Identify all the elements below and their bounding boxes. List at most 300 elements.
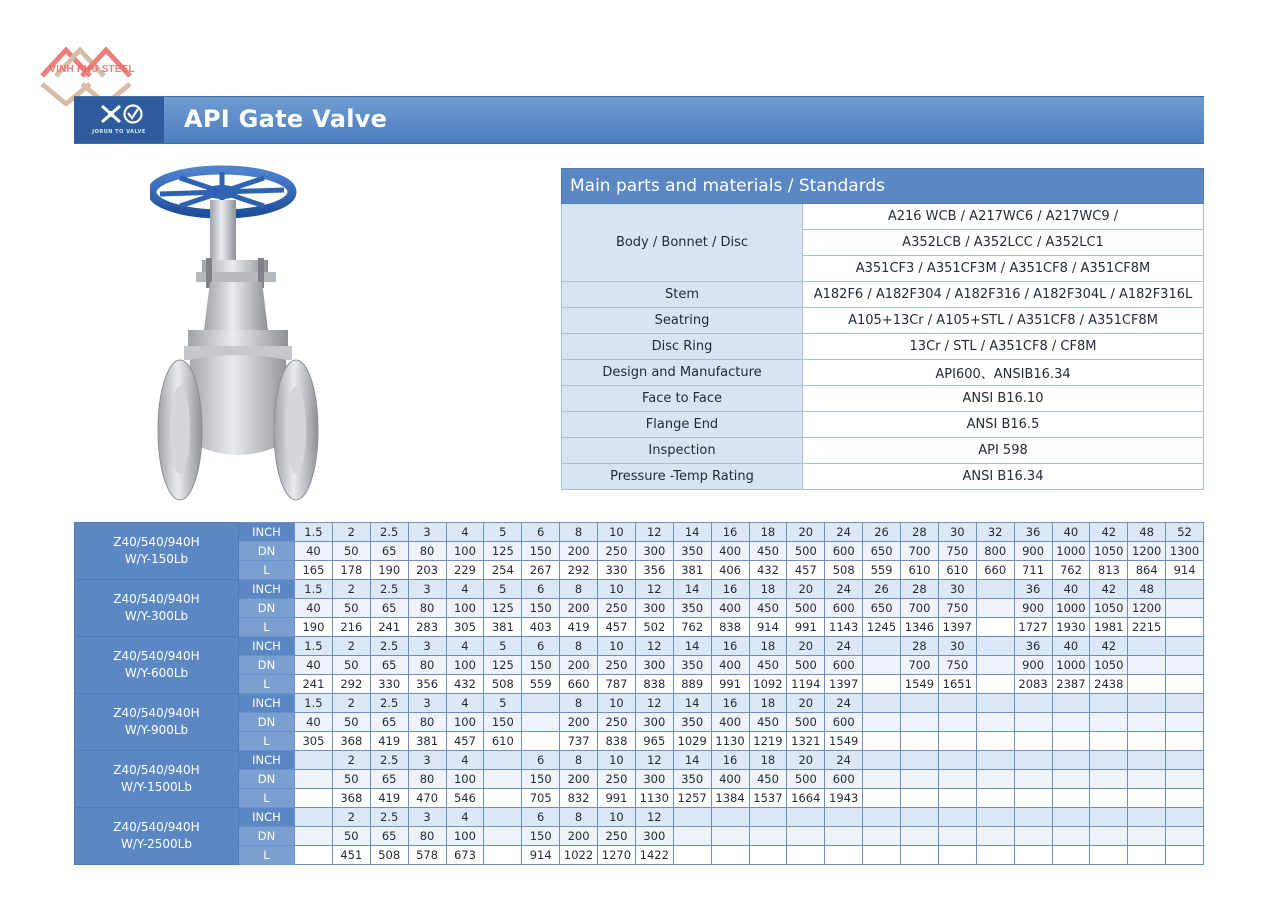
dimension-cell: 2.5 [370,751,408,770]
dimension-cell: 28 [901,580,939,599]
dimension-cell [1090,808,1128,827]
dimension-cell: 241 [295,675,333,694]
dimension-cell [295,789,333,808]
valve-brand-icon [100,103,144,125]
dimension-cell: 403 [522,618,560,637]
dimension-cell: 991 [787,618,825,637]
dimension-cell: 26 [863,523,901,542]
dimension-row-inch [75,523,1204,542]
dimension-cell: 5 [484,694,522,713]
dimension-cell: 400 [711,599,749,618]
dimension-cell [1166,808,1204,827]
dimension-cell: 24 [825,523,863,542]
dimension-cell: 451 [332,846,370,865]
row-label: INCH [239,637,295,656]
dimension-cell: 1981 [1090,618,1128,637]
series-label [75,694,239,751]
dimension-cell: 2387 [1052,675,1090,694]
dimension-cell [1052,846,1090,865]
dimension-cell [1166,675,1204,694]
dimension-cell: 250 [598,770,636,789]
series-model: Z40/540/940H [113,763,200,777]
dimension-cell [1052,827,1090,846]
dimension-cell: 750 [938,599,976,618]
row-label: L [239,618,295,637]
dimension-cell [1014,694,1052,713]
dimension-cell: 838 [598,732,636,751]
dimension-cell: 1346 [901,618,939,637]
row-label: DN [239,770,295,789]
dimension-cell: 36 [1014,523,1052,542]
dimension-cell: 832 [560,789,598,808]
dimension-cell [938,713,976,732]
dimension-cell: 1245 [863,618,901,637]
dimension-cell: 10 [598,637,636,656]
dimension-cell [825,846,863,865]
dimension-cell: 10 [598,751,636,770]
dimension-cell: 1300 [1166,542,1204,561]
series-rating: W/Y-900Lb [124,723,189,737]
dimension-cell [522,713,560,732]
dimension-cell: 2215 [1128,618,1166,637]
dimension-cell [1052,808,1090,827]
dimension-cell: 500 [787,599,825,618]
dimension-cell [1166,789,1204,808]
dimension-cell: 32 [976,523,1014,542]
dimension-cell: 50 [332,713,370,732]
dimension-cell [863,770,901,789]
dimension-cell: 508 [370,846,408,865]
dimension-cell: 2 [332,580,370,599]
dimension-cell: 8 [560,637,598,656]
dimension-cell: 1200 [1128,599,1166,618]
dimension-cell [938,827,976,846]
dimension-cell: 457 [598,618,636,637]
dimension-cell: 52 [1166,523,1204,542]
dimension-cell: 24 [825,751,863,770]
materials-table-title: Main parts and materials / Standards [562,169,1204,204]
dimension-cell: 368 [332,732,370,751]
dimension-cell: 20 [787,694,825,713]
dimension-cell: 36 [1014,637,1052,656]
dimension-cell: 578 [408,846,446,865]
dimension-cell: 914 [1166,561,1204,580]
series-model: Z40/540/940H [113,535,200,549]
watermark-text: VINH PHU STEEL [49,64,135,75]
dimension-cell: 20 [787,523,825,542]
dimension-cell: 14 [673,637,711,656]
row-label: L [239,789,295,808]
dimension-cell: 787 [598,675,636,694]
dimension-cell [1166,637,1204,656]
dimension-cell [1128,656,1166,675]
dimension-cell: 40 [295,713,333,732]
dimension-cell [901,751,939,770]
dimension-cell: 6 [522,580,560,599]
dimension-cell: 100 [446,599,484,618]
dimension-cell: 914 [749,618,787,637]
dimension-cell [1166,599,1204,618]
dimension-cell [1052,789,1090,808]
dimension-cell: 125 [484,599,522,618]
dimension-row-dn [75,542,1204,561]
dimension-cell [1166,618,1204,637]
dimension-cell [825,808,863,827]
dimension-cell: 2 [332,808,370,827]
dimension-cell [484,789,522,808]
dimension-cell: 65 [370,656,408,675]
dimension-cell: 508 [825,561,863,580]
dimension-cell [938,846,976,865]
dimension-row-length [75,561,1204,580]
dimension-cell [1052,770,1090,789]
dimension-cell [1014,770,1052,789]
dimension-cell [863,675,901,694]
dimension-cell: 50 [332,599,370,618]
dimension-cell: 50 [332,770,370,789]
dimension-cell [863,637,901,656]
dimension-cell: 300 [635,713,673,732]
row-label: INCH [239,580,295,599]
dimension-cell: 150 [484,713,522,732]
dimension-cell: 1000 [1052,656,1090,675]
dimension-cell: 762 [1052,561,1090,580]
dimension-cell: 12 [635,580,673,599]
dimension-cell: 965 [635,732,673,751]
page-title: API Gate Valve [184,105,388,133]
dimension-cell: 16 [711,751,749,770]
dimension-cell: 1397 [938,618,976,637]
dimension-cell: 432 [446,675,484,694]
dimension-cell: 48 [1128,523,1166,542]
dimension-cell: 100 [446,542,484,561]
dimension-cell: 80 [408,713,446,732]
dimension-cell: 20 [787,637,825,656]
dimension-cell: 42 [1090,523,1128,542]
dimension-cell: 381 [408,732,446,751]
row-label: L [239,732,295,751]
dimension-cell: 8 [560,580,598,599]
material-value: A216 WCB / A217WC6 / A217WC9 / [803,204,1204,230]
dimension-cell [976,789,1014,808]
dimension-cell: 8 [560,523,598,542]
dimension-cell: 3 [408,808,446,827]
dimension-cell: 125 [484,656,522,675]
dimension-cell [863,827,901,846]
dimension-cell [787,808,825,827]
dimension-cell: 200 [560,713,598,732]
dimension-cell [295,770,333,789]
dimension-cell: 6 [522,808,560,827]
dimension-cell: 610 [938,561,976,580]
dimension-cell: 16 [711,580,749,599]
material-value: API 598 [803,438,1204,464]
dimension-cell [295,846,333,865]
dimension-cell [938,808,976,827]
dimension-cell: 660 [560,675,598,694]
dimension-cell [901,694,939,713]
dimension-cell: 813 [1090,561,1128,580]
dimension-cell: 1.5 [295,580,333,599]
dimension-cell [711,808,749,827]
dimension-cell: 356 [635,561,673,580]
dimension-cell: 1.5 [295,637,333,656]
dimension-cell: 65 [370,770,408,789]
dimension-cell [938,732,976,751]
dimension-cell: 80 [408,656,446,675]
dimension-cell [1014,751,1052,770]
dimension-cell: 400 [711,713,749,732]
dimension-cell: 330 [370,675,408,694]
dimension-cell: 600 [825,656,863,675]
dimension-row-dn [75,599,1204,618]
series-label [75,637,239,694]
material-label: Body / Bonnet / Disc [562,204,803,282]
dimension-cell: 100 [446,713,484,732]
dimension-cell: 100 [446,656,484,675]
dimension-cell: 1050 [1090,599,1128,618]
dimension-cell [1128,675,1166,694]
dimension-cell: 1050 [1090,542,1128,561]
dimension-cell: 12 [635,694,673,713]
dimension-cell [484,827,522,846]
dimension-cell: 229 [446,561,484,580]
dimension-cell: 864 [1128,561,1166,580]
dimension-cell [863,789,901,808]
dimension-cell [1128,732,1166,751]
dimension-row-length [75,675,1204,694]
dimension-cell: 559 [863,561,901,580]
dimension-cell: 1727 [1014,618,1052,637]
dimension-cell [863,713,901,732]
dimension-cell [1128,694,1166,713]
dimension-cell: 502 [635,618,673,637]
dimension-cell [938,770,976,789]
dimension-cell: 600 [825,713,863,732]
material-value: 13Cr / STL / A351CF8 / CF8M [803,334,1204,360]
dimension-cell: 28 [901,637,939,656]
dimension-cell: 254 [484,561,522,580]
dimension-cell: 2 [332,523,370,542]
dimension-cell: 8 [560,751,598,770]
title-banner [74,96,1204,144]
dimension-cell: 600 [825,542,863,561]
dimension-cell: 1050 [1090,656,1128,675]
dimension-cell: 650 [863,542,901,561]
dimensions-table [74,522,1204,865]
dimension-cell: 6 [522,523,560,542]
dimension-cell [1128,808,1166,827]
dimension-cell: 900 [1014,542,1052,561]
dimension-cell: 470 [408,789,446,808]
dimension-cell: 200 [560,827,598,846]
dimension-cell: 900 [1014,599,1052,618]
dimension-cell: 200 [560,770,598,789]
dimension-cell: 30 [938,580,976,599]
dimension-cell: 2.5 [370,580,408,599]
dimension-cell [787,827,825,846]
dimension-cell [749,846,787,865]
dimension-cell: 1422 [635,846,673,865]
dimension-cell: 305 [446,618,484,637]
dimension-cell [711,846,749,865]
dimensions-table-body [75,523,1204,865]
dimension-cell: 500 [787,656,825,675]
dimension-cell: 292 [332,675,370,694]
dimension-cell: 650 [863,599,901,618]
dimension-cell: 300 [635,542,673,561]
dimension-cell: 40 [295,542,333,561]
dimension-cell: 508 [484,675,522,694]
dimension-cell: 350 [673,542,711,561]
dimension-cell [938,789,976,808]
dimension-cell: 150 [522,770,560,789]
row-label: INCH [239,523,295,542]
dimension-cell: 500 [787,542,825,561]
material-label: Seatring [562,308,803,334]
material-label: Pressure -Temp Rating [562,464,803,490]
dimension-cell: 30 [938,637,976,656]
dimension-cell [1128,770,1166,789]
series-rating: W/Y-150Lb [124,552,189,566]
dimension-cell: 419 [370,789,408,808]
material-label: Stem [562,282,803,308]
dimension-cell: 48 [1128,580,1166,599]
dimension-cell: 2.5 [370,637,408,656]
gate-valve-icon [150,160,330,510]
dimension-row-inch [75,751,1204,770]
dimension-cell: 150 [522,599,560,618]
dimension-cell [976,751,1014,770]
dimension-cell: 12 [635,751,673,770]
dimension-cell: 65 [370,599,408,618]
dimension-cell: 711 [1014,561,1052,580]
brand-logo-text: JORUN TO VALVE [92,129,146,135]
dimension-cell: 457 [446,732,484,751]
dimension-cell [863,751,901,770]
dimension-cell [522,694,560,713]
dimension-cell: 10 [598,694,636,713]
dimension-cell: 28 [901,523,939,542]
dimension-cell: 350 [673,713,711,732]
dimension-cell: 20 [787,751,825,770]
dimension-cell [976,637,1014,656]
dimension-cell: 2 [332,637,370,656]
dimension-cell: 406 [711,561,749,580]
dimension-cell: 600 [825,770,863,789]
dimension-cell: 559 [522,675,560,694]
materials-table [561,168,1204,490]
gate-valve-photo [150,160,330,510]
dimension-row-dn [75,827,1204,846]
dimension-cell: 762 [673,618,711,637]
dimension-cell: 42 [1090,637,1128,656]
dimension-cell: 705 [522,789,560,808]
dimension-cell [673,846,711,865]
dimension-cell: 3 [408,580,446,599]
dimension-cell: 26 [863,580,901,599]
dimension-cell [976,846,1014,865]
series-rating: W/Y-1500Lb [121,780,192,794]
dimension-cell: 1.5 [295,694,333,713]
dimension-cell: 200 [560,599,598,618]
dimension-cell: 1384 [711,789,749,808]
dimension-cell: 1664 [787,789,825,808]
dimension-cell: 80 [408,827,446,846]
dimension-cell [1166,770,1204,789]
dimension-cell: 200 [560,542,598,561]
dimension-cell: 241 [370,618,408,637]
dimension-cell: 50 [332,656,370,675]
dimension-cell [1014,827,1052,846]
dimension-cell: 750 [938,542,976,561]
dimension-cell: 300 [635,599,673,618]
dimension-cell: 190 [370,561,408,580]
dimension-cell [1090,694,1128,713]
dimension-cell: 750 [938,656,976,675]
dimension-cell: 10 [598,580,636,599]
dimension-cell [863,694,901,713]
dimension-cell [976,808,1014,827]
dimension-cell [1052,694,1090,713]
dimension-cell [1014,789,1052,808]
dimension-cell: 14 [673,751,711,770]
dimension-cell: 300 [635,656,673,675]
dimension-cell: 50 [332,827,370,846]
series-label [75,751,239,808]
dimension-row-inch [75,694,1204,713]
dimension-cell: 1549 [901,675,939,694]
dimension-cell: 4 [446,751,484,770]
material-value: ANSI B16.34 [803,464,1204,490]
dimension-cell: 305 [295,732,333,751]
dimension-cell: 18 [749,694,787,713]
dimension-cell: 330 [598,561,636,580]
dimension-row-length [75,789,1204,808]
dimension-cell: 14 [673,580,711,599]
dimension-cell [976,713,1014,732]
material-label: Design and Manufacture [562,360,803,386]
dimension-cell [976,827,1014,846]
dimension-cell: 42 [1090,580,1128,599]
dimension-cell: 80 [408,542,446,561]
dimension-cell [976,732,1014,751]
dimension-cell: 1194 [787,675,825,694]
dimension-cell: 800 [976,542,1014,561]
dimension-row-dn [75,713,1204,732]
dimension-cell: 2.5 [370,808,408,827]
dimension-cell [1166,656,1204,675]
dimension-cell [484,770,522,789]
dimension-cell: 24 [825,637,863,656]
material-value: A351CF3 / A351CF3M / A351CF8 / A351CF8M [803,256,1204,282]
material-label: Face to Face [562,386,803,412]
series-model: Z40/540/940H [113,649,200,663]
dimension-cell: 300 [635,770,673,789]
dimension-cell: 1651 [938,675,976,694]
dimension-cell: 216 [332,618,370,637]
dimension-cell [1014,808,1052,827]
dimension-cell: 4 [446,808,484,827]
row-label: DN [239,599,295,618]
dimension-cell: 10 [598,808,636,827]
dimension-cell [901,770,939,789]
material-value: A352LCB / A352LCC / A352LC1 [803,230,1204,256]
dimension-cell: 1200 [1128,542,1166,561]
series-rating: W/Y-2500Lb [121,837,192,851]
dimension-cell [901,808,939,827]
dimension-cell: 5 [484,637,522,656]
